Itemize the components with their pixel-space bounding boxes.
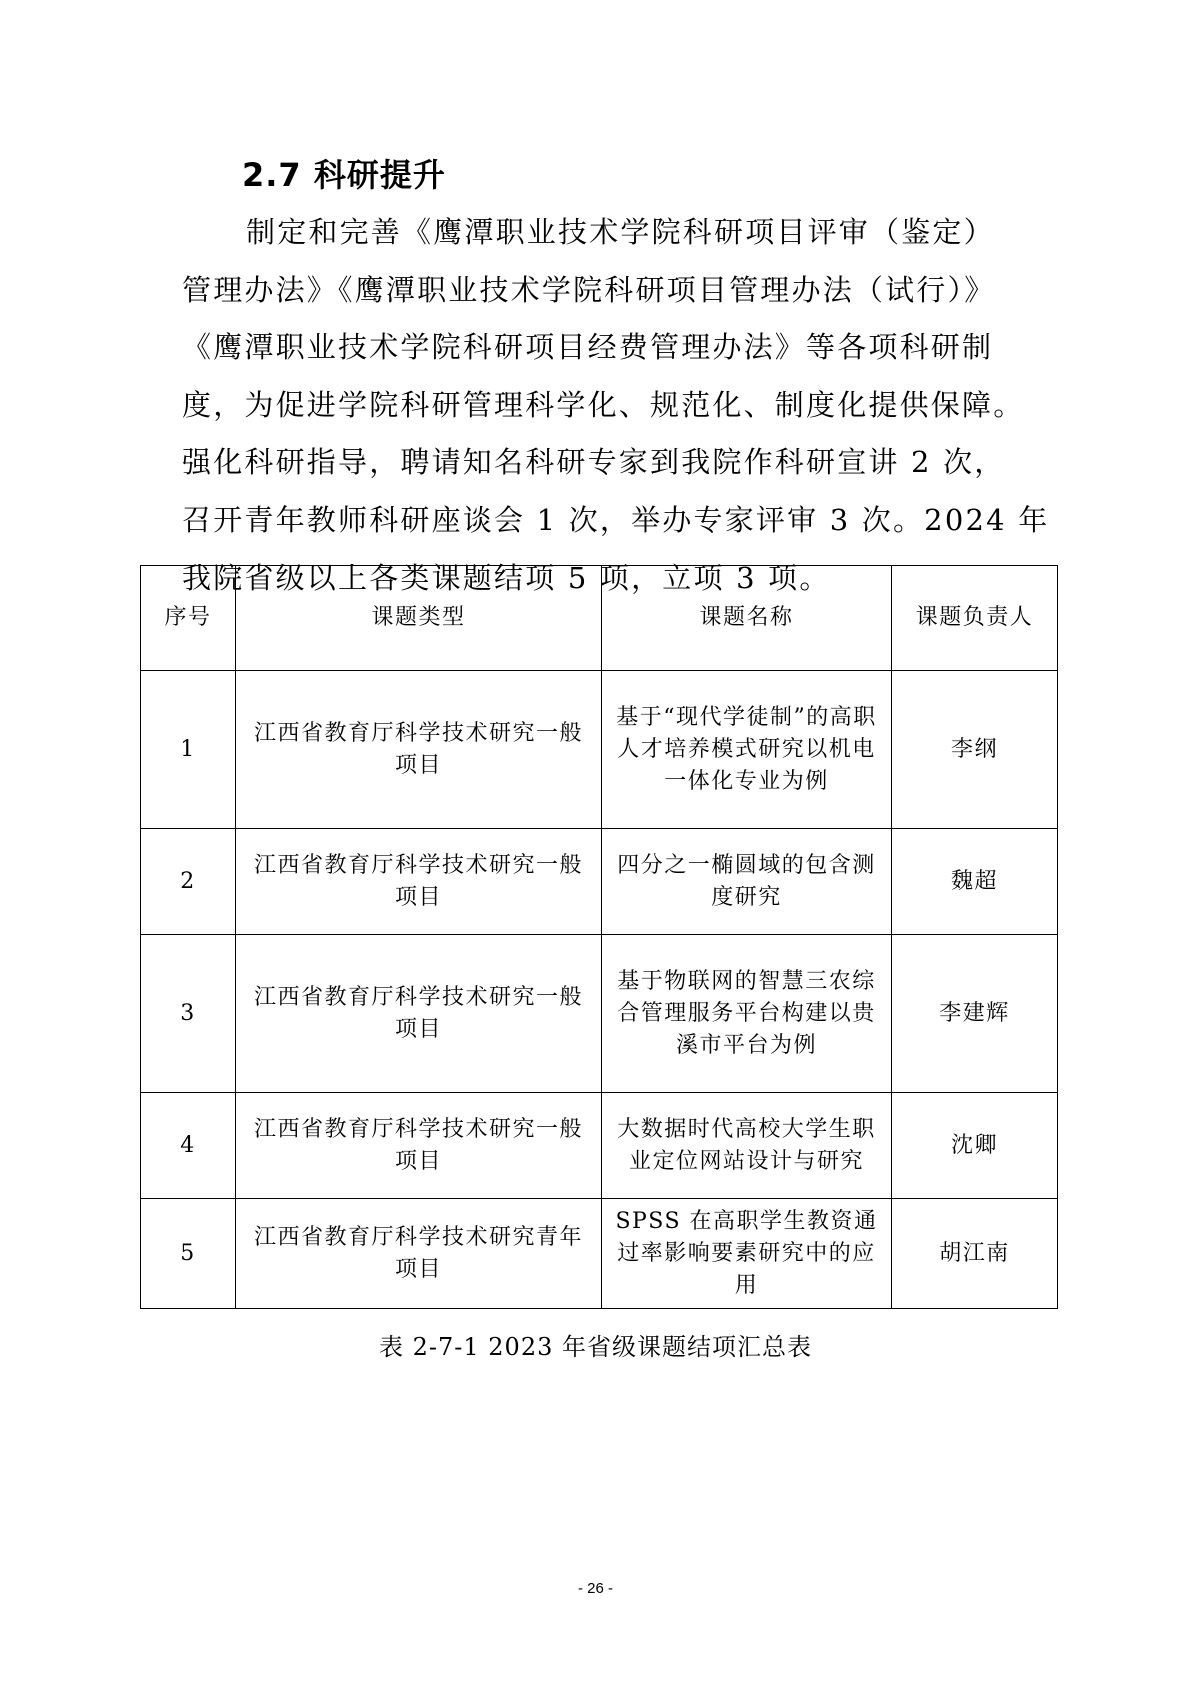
cell-name: 基于物联网的智慧三农综合管理服务平台构建以贵溪市平台为例: [602, 935, 892, 1093]
cell-name: 大数据时代高校大学生职业定位网站设计与研究: [602, 1093, 892, 1199]
cell-leader: 胡江南: [892, 1199, 1058, 1309]
table-row: [141, 829, 1058, 935]
project-results-table: [140, 565, 1058, 1309]
paragraph-line: 强化科研指导，聘请知名科研专家到我院作科研宣讲 2 次，: [182, 445, 1006, 480]
table-row: [141, 935, 1058, 1093]
header-leader: 课题负责人: [892, 566, 1058, 671]
table-caption: 表 2-7-1 2023 年省级课题结项汇总表: [379, 1333, 812, 1361]
table-row: [141, 1199, 1058, 1309]
header-type: 课题类型: [236, 566, 602, 671]
paragraph-line: 度，为促进学院科研管理科学化、规范化、制度化提供保障。: [182, 387, 1025, 422]
cell-no: 4: [141, 1093, 236, 1199]
table-header-row: [141, 566, 1058, 671]
cell-type: 江西省教育厅科学技术研究一般项目: [236, 1093, 602, 1199]
cell-name: 四分之一椭圆域的包含测度研究: [602, 829, 892, 935]
paragraph-line: 制定和完善《鹰潭职业技术学院科研项目评审（鉴定）: [246, 215, 995, 249]
cell-name: 基于“现代学徒制”的高职人才培养模式研究以机电一体化专业为例: [602, 671, 892, 829]
page-number: - 26 -: [577, 1580, 613, 1597]
cell-leader: 李建辉: [892, 935, 1058, 1093]
cell-no: 2: [141, 829, 236, 935]
cell-leader: 李纲: [892, 671, 1058, 829]
cell-leader: 魏超: [892, 829, 1058, 935]
cell-no: 1: [141, 671, 236, 829]
cell-type: 江西省教育厅科学技术研究一般项目: [236, 935, 602, 1093]
section-heading: 2.7 科研提升: [242, 156, 446, 194]
cell-type: 江西省教育厅科学技术研究一般项目: [236, 829, 602, 935]
header-name: 课题名称: [602, 566, 892, 671]
paragraph-line: 管理办法》《鹰潭职业技术学院科研项目管理办法（试行）》: [182, 272, 996, 307]
cell-type: 江西省教育厅科学技术研究青年项目: [236, 1199, 602, 1309]
cell-no: 3: [141, 935, 236, 1093]
cell-leader: 沈卿: [892, 1093, 1058, 1199]
section-paragraph: [182, 204, 1050, 607]
cell-no: 5: [141, 1199, 236, 1309]
cell-type: 江西省教育厅科学技术研究一般项目: [236, 671, 602, 829]
cell-name: SPSS 在高职学生教资通过率影响要素研究中的应用: [602, 1199, 892, 1309]
paragraph-line: 召开青年教师科研座谈会 1 次，举办专家评审 3 次。2024 年: [182, 502, 1050, 537]
table-row: [141, 671, 1058, 829]
table-row: [141, 1093, 1058, 1199]
header-no: 序号: [141, 566, 236, 671]
paragraph-line: 《鹰潭职业技术学院科研项目经费管理办法》等各项科研制: [182, 330, 994, 365]
paragraph-line: 我院省级以上各类课题结项 5 项，立项 3 项。: [182, 560, 831, 595]
